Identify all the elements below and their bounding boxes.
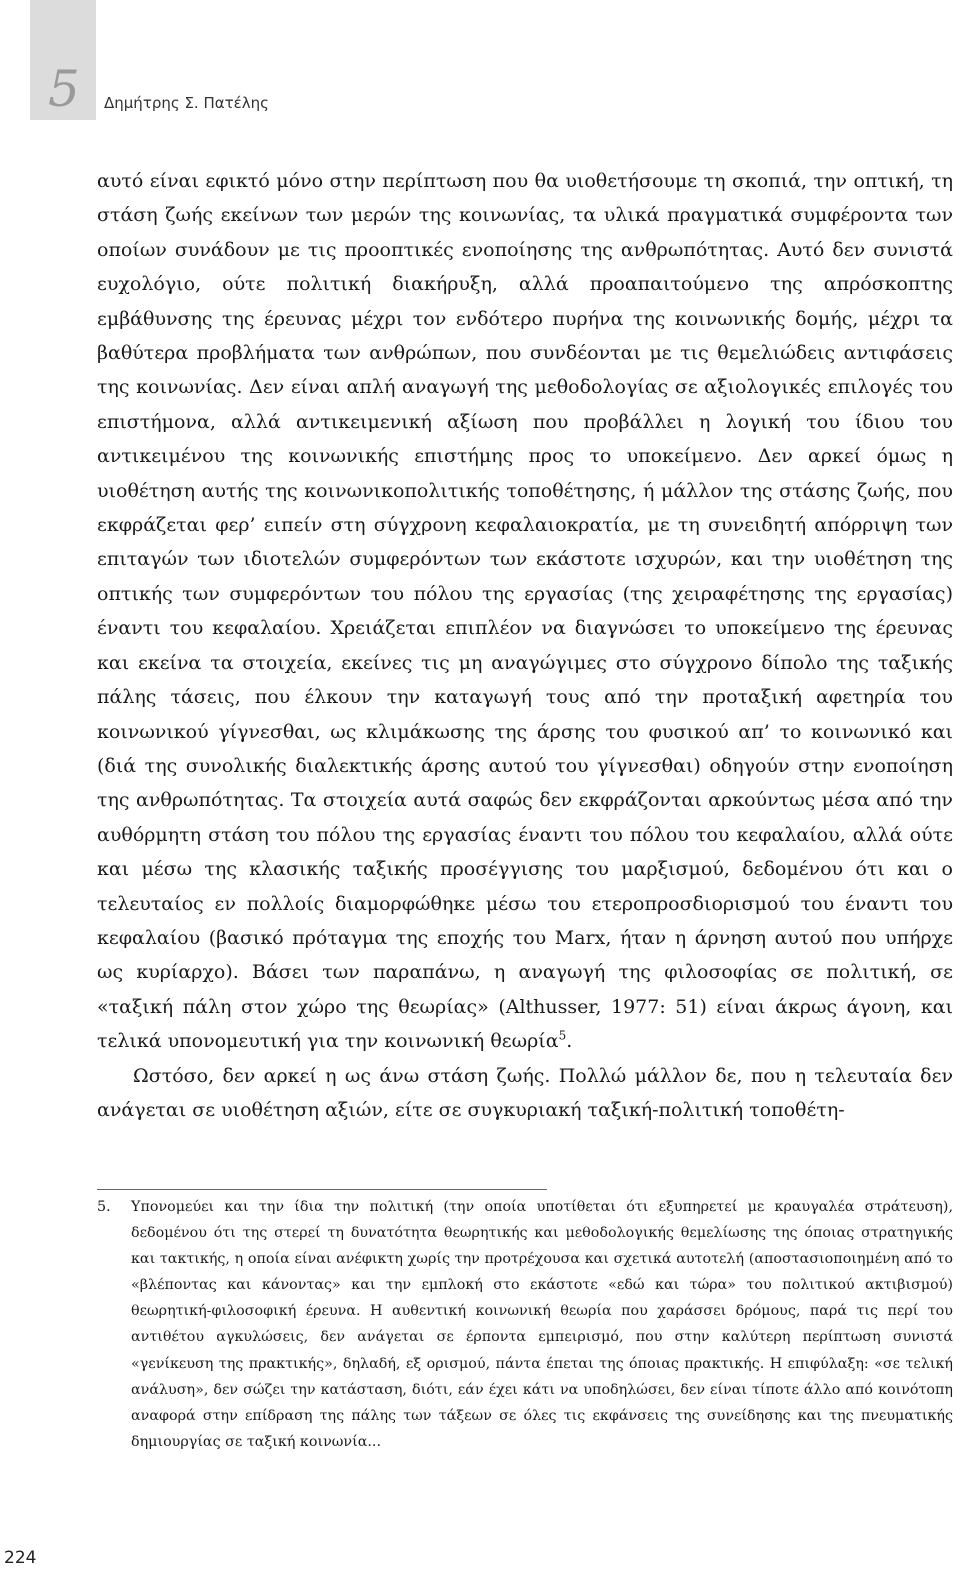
footnote	[97, 1194, 953, 1455]
footnote-reference: 5	[558, 1028, 567, 1043]
page-number: 224	[4, 1548, 37, 1568]
paragraph	[97, 164, 953, 1059]
paragraph-text: αυτό είναι εφικτό μόνο στην περίπτωση που θα υιοθετήσουμε τη σκοπιά, την οπτική, τη στάση ζωής εκείνων των μερών της κοινωνίας, τα υλικά πραγματικά συμφέροντα των οποίων συνάδουν με τις προοπτικές ενοποίησης της ανθρωπότητας. Αυτό δεν συνιστά ευχολόγιο, ούτε πολιτική διακήρυξη, αλλά προαπαιτούμενο της απρόσκοπτης εμβάθυνσης της έρευνας μέχρι τον ενδότερο πυρήνα της κοινωνικής δομής, μέχρι τα βαθύτερα προβλήματα των ανθρώπων, που συνδέονται με τις θεμελιώδεις αντιφάσεις της κοινωνίας. Δεν είναι απλή αναγωγή της μεθοδολογίας σε αξιολογικές επιλογές του επιστήμονα, αλλά αντικειμενική αξίωση που προβάλλει η λογική του ίδιου του αντικειμένου της κοινωνικής επιστήμης προς το υποκείμενο. Δεν αρκεί όμως η υιοθέτηση αυτής της κοινωνικοπολιτικής τοποθέτησης, ή μάλλον της στάσης ζωής, που εκφράζεται φερ’ ειπείν στη σύγχρονη κεφαλαιοκρατία, με τη συνειδητή απόρριψη των επιταγών των ιδιοτελών συμφερόντων των εκάστοτε ισχυρών, και την υιοθέτηση της οπτικής των συμφερόντων του πόλου της εργασίας (της χειραφέτησης της εργασίας) έναντι του κεφαλαίου. Χρειάζεται επιπλέον να διαγνώσει το υποκείμενο της έρευνας και εκείνα τα στοιχεία, εκείνες τις μη αναγώγιμες στο σύγχρονο δίπολο της ταξικής πάλης τάσεις, που έλκουν την καταγωγή τους από την προταξική αφετηρία του κοινωνικού γίγνεσθαι, ως κλιμάκωσης της άρσης του φυσικού απ’ το κοινωνικό και (διά της συνολικής διαλεκτικής άρσης αυτού του γίγνεσθαι) οδηγούν στην ενοποίηση της ανθρωπότητας. Τα στοιχεία αυτά σαφώς δεν εκφράζονται αρκούντως μέσα από την αυθόρμητη στάση του πόλου της εργασίας έναντι του πόλου του κεφαλαίου, αλλά ούτε και μέσω της κλασικής ταξικής προσέγγισης του μαρξισμού, δεδομένου ότι και ο τελευταίος εν πολλοίς διαμορφώθηκε μέσω του ετεροπροσδιορισμού του έναντι του κεφαλαίου (βασικό πρόταγμα της εποχής του Marx, ήταν η άρνηση αυτού που υπήρχε ως κυρίαρχο). Βάσει των παραπάνω, η αναγωγή της φιλοσοφίας σε πολιτική, σε «ταξική πάλη στον χώρο της θεωρίας» (Althusser, 1977: 51) είναι άκρως άγονη, και τελικά υπονομευτική για την κοινωνική θεωρία	[97, 170, 953, 1053]
footnote-text: Υπονομεύει και την ίδια την πολιτική (την οποία υποτίθεται ότι εξυπηρετεί με κραυγαλέα στράτευση), δεδομένου ότι της στερεί τη δυνατότητα θεωρητικής και μεθοδολογικής θεμελίωσης της όποιας στρατηγικής και τακτικής, η οποία είναι ανέφικτη χωρίς την προτρέχουσα και σχετικά αυτοτελή (αποστασιοποιημένη από το «βλέποντας και κάνοντας» και την εμπλοκή στο εκάστοτε «εδώ και τώρα» του πολιτικού ακτιβισμού) θεωρητική-φιλοσοφική έρευνα. Η αυθεντική κοινωνική θεωρία που χαράσσει δρόμους, παρά τις περί του αντιθέτου αγκυλώσεις, δεν ανάγεται σε έρποντα εμπειρισμό, που στην καλύτερη περίπτωση συνιστά «γενίκευση της πρακτικής», δηλαδή, εξ ορισμού, πάντα έπεται της όποιας πρακτικής. Η επιφύλαξη: «σε τελική ανάλυση», δεν σώζει την κατάσταση, διότι, εάν έχει κάτι να υποδηλώσει, δεν είναι τίποτε άλλο από κοινότοπη αναφορά στην επίδραση της πάλης των τάξεων σε όλες τις εκφάνσεις της συνείδησης και της πνευματικής δημιουργίας σε ταξική κοινωνία...	[131, 1199, 953, 1450]
paragraph-end: .	[566, 1030, 573, 1053]
paragraph: Ωστόσο, δεν αρκεί η ως άνω στάση ζωής. Πολλώ μάλλον δε, που η τελευταία δεν ανάγεται σε υιοθέτηση αξιών, είτε σε συγκυριακή ταξική-πολιτική τοποθέτη-	[97, 1064, 953, 1121]
running-header-author: Δημήτρης Σ. Πατέλης	[104, 94, 269, 112]
chapter-number: 5	[48, 60, 80, 118]
footnote-number: 5.	[97, 1199, 111, 1215]
footnote-divider	[97, 1189, 547, 1190]
body-text	[97, 164, 953, 1127]
